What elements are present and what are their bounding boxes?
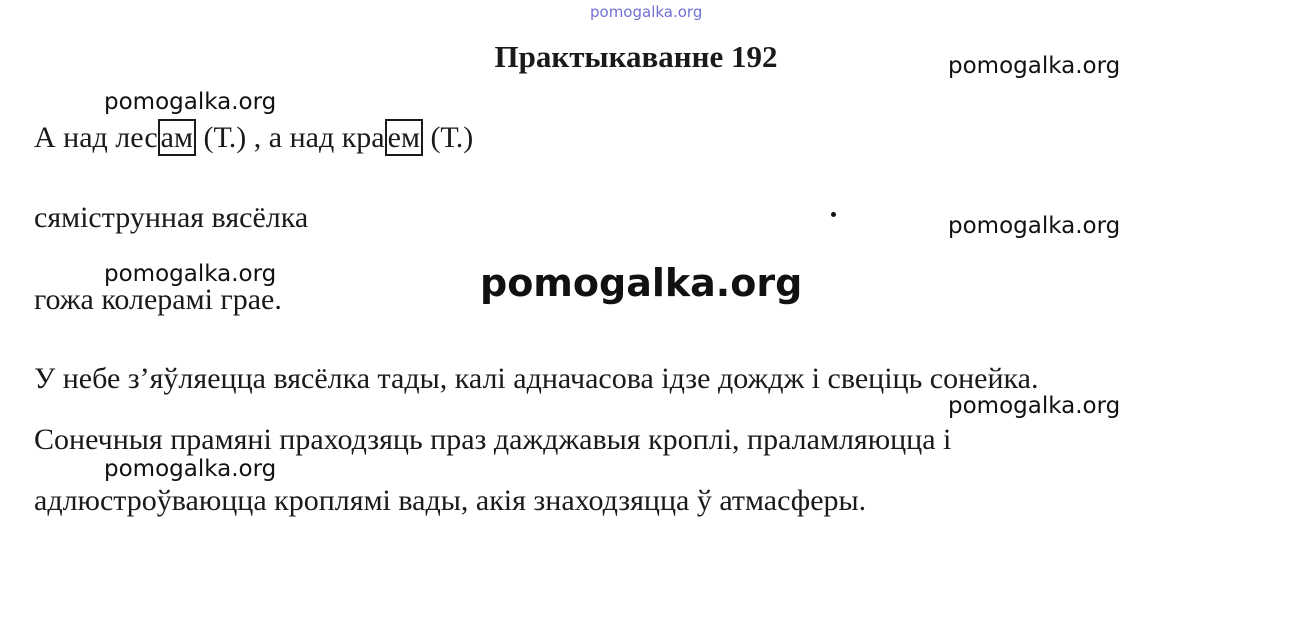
- text-line-2: сяміструнная вясёлка: [34, 201, 309, 234]
- watermark: pomogalka.org: [948, 213, 1121, 239]
- text-line-3: гожа колерамі грае.: [34, 283, 282, 316]
- boxed-ending: ам: [158, 119, 196, 156]
- text-segment: (Т.): [422, 121, 474, 154]
- watermark: pomogalka.org: [104, 456, 277, 482]
- boxed-ending: ем: [385, 119, 423, 156]
- text-segment: А над лес: [34, 121, 158, 154]
- text-line-6: адлюстроўваюцца кроплямі вады, акія знаходзяцца ў атмасферы.: [34, 484, 867, 517]
- watermark: pomogalka.org: [948, 393, 1121, 419]
- text-line-1: [34, 120, 473, 156]
- page-title: Практыкаванне 192: [494, 39, 778, 74]
- text-line-4: У небе з’яўляецца вясёлка тады, калі адначасова ідзе дождж і свеціць сонейка.: [34, 362, 1039, 395]
- watermark-top: pomogalka.org: [590, 3, 703, 21]
- watermark: pomogalka.org: [948, 53, 1121, 79]
- stray-dot: [831, 212, 836, 217]
- text-segment: (Т.) , а над кра: [195, 121, 385, 154]
- watermark: pomogalka.org: [104, 261, 277, 287]
- watermark: pomogalka.org: [104, 89, 277, 115]
- watermark-large: pomogalka.org: [480, 261, 803, 305]
- text-line-5: Сонечныя прамяні праходзяць праз дажджавыя кроплі, праламляюцца і: [34, 423, 952, 456]
